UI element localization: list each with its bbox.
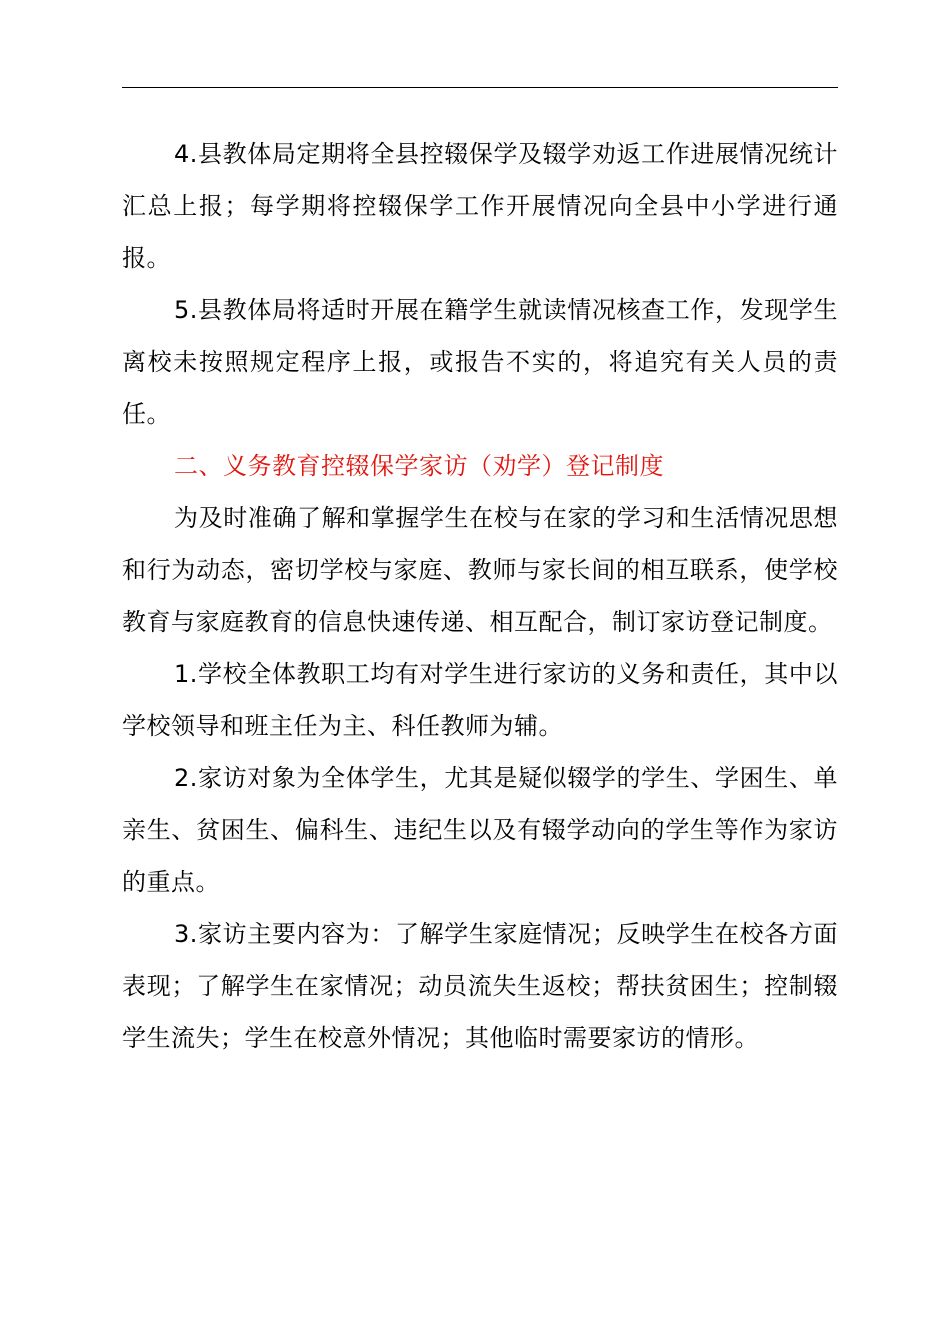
document-body [122,128,838,1064]
header-rule [122,87,838,88]
paragraph-item-3: 3.家访主要内容为：了解学生家庭情况；反映学生在校各方面表现；了解学生在家情况；动员流失生返校；帮扶贫困生；控制辍学生流失；学生在校意外情况；其他临时需要家访的情形。 [122,920,838,1052]
paragraph-intro: 为及时准确了解和掌握学生在校与在家的学习和生活情况思想和行为动态，密切学校与家庭、教师与家长间的相互联系，使学校教育与家庭教育的信息快速传递、相互配合，制订家访登记制度。 [122,504,838,636]
paragraph-item-2: 2.家访对象为全体学生，尤其是疑似辍学的学生、学困生、单亲生、贫困生、偏科生、违纪生以及有辍学动向的学生等作为家访的重点。 [122,764,838,896]
paragraph-item-4: 4.县教体局定期将全县控辍保学及辍学劝返工作进展情况统计汇总上报；每学期将控辍保学工作开展情况向全县中小学进行通报。 [122,140,838,272]
paragraph-item-1: 1.学校全体教职工均有对学生进行家访的义务和责任，其中以学校领导和班主任为主、科任教师为辅。 [122,660,838,740]
section-heading: 二、义务教育控辍保学家访（劝学）登记制度 [174,452,664,480]
paragraph-item-5: 5.县教体局将适时开展在籍学生就读情况核查工作，发现学生离校未按照规定程序上报，或报告不实的，将追究有关人员的责任。 [122,296,838,428]
